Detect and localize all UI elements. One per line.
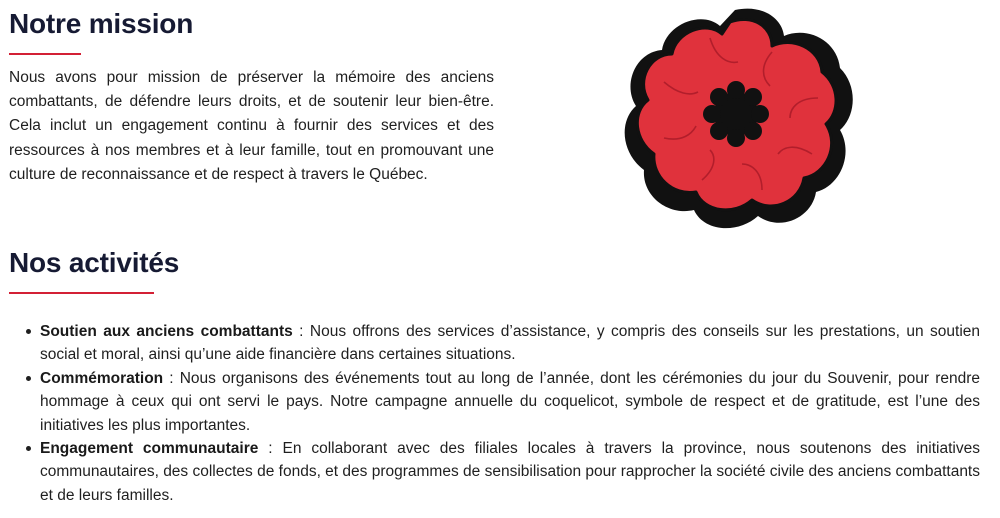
poppy-center (703, 81, 769, 147)
poppy-icon (612, 4, 858, 232)
mission-heading: Notre mission (9, 8, 194, 39)
activities-list (40, 320, 980, 507)
activity-separator: : (258, 440, 283, 458)
activity-separator: : (292, 323, 310, 340)
activity-separator: : (163, 369, 180, 387)
activities-heading-underline (9, 292, 154, 294)
mission-heading-underline (9, 53, 81, 55)
activity-term: Soutien aux anciens combattants (40, 323, 293, 340)
mission-paragraph: Nous avons pour mission de préserver la mémoire des anciens combattants, de défendre leurs droits, et de soutenir leur bien-être. Cela inclut un engagement continu à fournir des services et des ressources à nos membres et à leur famille, tout en promouvant une culture de reconnaissance et de respect à travers le Québec. (9, 69, 494, 183)
activity-description: Nous organisons des événements tout au long de l’année, dont les cérémonies du jour du Souvenir, pour rendre hommage à ceux qui ont servi le pays. Notre campagne annuelle du coquelicot, symbole de respect et de gratitude, est l’une des initiatives les plus importantes. (40, 369, 980, 434)
activity-item-support (40, 320, 980, 367)
activity-description: En collaborant avec des filiales locales à travers la province, nous soutenons des initiatives communautaires, des collectes de fonds, et des programmes de sensibilisation pour rapprocher la société civile des anciens combattants et de leurs familles. (40, 440, 980, 504)
activities-heading: Nos activités (9, 247, 180, 278)
activity-term: Engagement communautaire (40, 440, 259, 458)
activity-item-community (40, 437, 980, 507)
activity-description: Nous offrons des services d’assistance, y compris des conseils sur les prestations, un soutien social et moral, ainsi qu’une aide financière dans certaines situations. (40, 323, 981, 364)
activity-term: Commémoration (40, 369, 164, 387)
activity-item-commemoration (40, 367, 980, 437)
